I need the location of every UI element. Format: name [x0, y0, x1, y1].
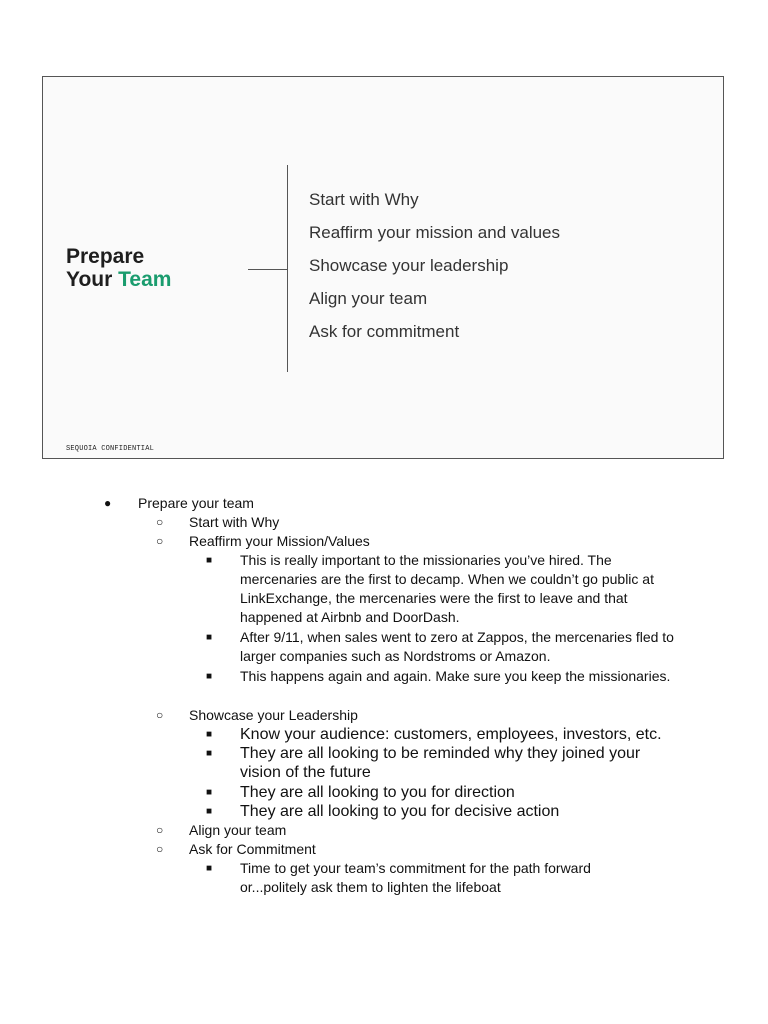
note-item: [156, 513, 280, 532]
slide-title-line2: [66, 268, 171, 291]
hollow-bullet-icon: ○: [156, 534, 164, 548]
note-item: [156, 532, 370, 551]
slide-point: Ask for commitment: [309, 322, 460, 341]
slide-title-line1: Prepare: [66, 245, 145, 268]
note-text: Align your team: [189, 822, 287, 838]
note-text: They are all looking to you for direction: [240, 784, 515, 801]
note-text: Start with Why: [189, 514, 280, 530]
note-text: This is really important to the missionaries you’ve hired. The mercenaries are the first to decamp. When we couldn’t go public at LinkExchange, the mercenaries were the first to leave and that happened at Airbnb and DoorDash.: [240, 552, 654, 625]
square-bullet-icon: ■: [206, 671, 213, 682]
note-text: Ask for Commitment: [189, 841, 316, 857]
square-bullet-icon: ■: [206, 787, 213, 798]
hollow-bullet-icon: ○: [156, 823, 164, 837]
slide-title-plain: Your: [66, 268, 119, 291]
note-text: Time to get your team’s commitment for the path forward or...politely ask them to lighten the lifeboat: [240, 860, 591, 895]
note-item: [156, 840, 316, 859]
note-text: They are all looking to be reminded why they joined your vision of the future: [240, 745, 641, 781]
connector-line: [248, 269, 287, 270]
square-bullet-icon: ■: [206, 806, 213, 817]
note-item: [206, 667, 690, 686]
square-bullet-icon: ■: [206, 863, 213, 874]
slide-thumbnail: [42, 76, 724, 459]
note-item: [206, 859, 640, 897]
note-item: [206, 725, 690, 744]
note-item: [206, 551, 690, 627]
note-text: Showcase your Leadership: [189, 707, 358, 723]
note-text: Prepare your team: [138, 495, 254, 511]
square-bullet-icon: ■: [206, 729, 213, 740]
square-bullet-icon: ■: [206, 632, 213, 643]
filled-bullet-icon: ●: [104, 496, 112, 510]
slide-title: [66, 245, 171, 291]
note-item: [156, 821, 287, 840]
hollow-bullet-icon: ○: [156, 708, 164, 722]
slide-point: Showcase your leadership: [309, 256, 509, 275]
divider-line: [287, 165, 288, 372]
note-text: Reaffirm your Mission/Values: [189, 533, 370, 549]
note-item: [206, 802, 690, 821]
note-text: Know your audience: customers, employees, investors, etc.: [240, 726, 662, 743]
note-item: [206, 744, 670, 782]
note-text: This happens again and again. Make sure you keep the missionaries.: [240, 668, 671, 684]
note-item: [206, 783, 690, 802]
slide-points: [309, 190, 560, 355]
hollow-bullet-icon: ○: [156, 842, 164, 856]
confidential-footer: SEQUOIA CONFIDENTIAL: [66, 445, 155, 453]
note-item: [104, 494, 254, 513]
note-item: [206, 628, 690, 666]
slide-point: Start with Why: [309, 190, 419, 209]
note-text: They are all looking to you for decisive action: [240, 803, 560, 820]
slide-title-accent: Team: [118, 268, 172, 291]
square-bullet-icon: ■: [206, 555, 213, 566]
square-bullet-icon: ■: [206, 748, 213, 759]
slide-point: Align your team: [309, 289, 428, 308]
note-item: [156, 706, 358, 725]
hollow-bullet-icon: ○: [156, 515, 164, 529]
note-text: After 9/11, when sales went to zero at Zappos, the mercenaries fled to larger companies such as Nordstroms or Amazon.: [240, 629, 674, 664]
slide-point: Reaffirm your mission and values: [309, 223, 561, 242]
